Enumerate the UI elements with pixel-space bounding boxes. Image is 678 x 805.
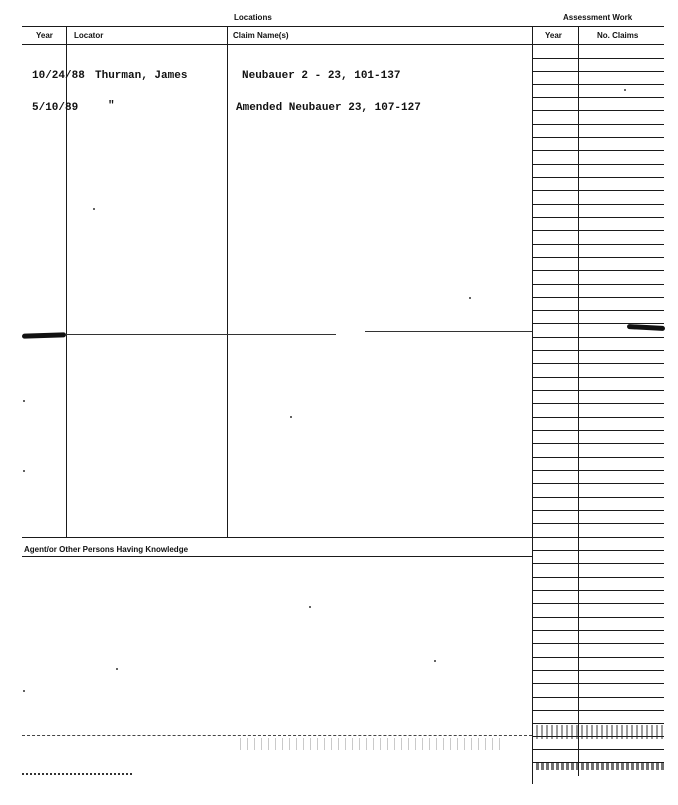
aw-row-line [532, 457, 664, 458]
aw-row-line [532, 603, 664, 604]
aw-row-line [532, 417, 664, 418]
entry-2-date: 5/10/89 [32, 102, 79, 114]
aw-row-line [532, 84, 664, 85]
agents-top-rule [22, 537, 532, 538]
entry-1-locator: Thurman, James [95, 70, 188, 82]
bottom-left-scan-noise [22, 773, 132, 775]
bottom-faded-rule [22, 735, 532, 736]
fold-line-right [365, 331, 532, 332]
assessment-year-column-header: Year [545, 31, 562, 40]
aw-row-line [532, 350, 664, 351]
header-top-rule [22, 26, 664, 27]
aw-row-line [532, 550, 664, 551]
aw-row-line [532, 217, 664, 218]
aw-row-line [532, 617, 664, 618]
scan-speck [23, 400, 25, 402]
aw-row-line [532, 284, 664, 285]
aw-row-line [532, 97, 664, 98]
scan-speck [23, 470, 25, 472]
aw-row-line [532, 323, 664, 324]
left-scan-mark [22, 332, 66, 339]
aw-row-line [532, 697, 664, 698]
assessment-year-claims-divider [578, 26, 579, 776]
aw-row-line [532, 257, 664, 258]
aw-row-line [532, 430, 664, 431]
agents-section-label: Agent/or Other Persons Having Knowledge [24, 545, 189, 554]
aw-row-line [532, 270, 664, 271]
aw-row-line [532, 297, 664, 298]
aw-row-line [532, 58, 664, 59]
aw-row-line [532, 177, 664, 178]
aw-row-line [532, 670, 664, 671]
entry-2-locator: " [108, 100, 115, 112]
aw-row-line [532, 71, 664, 72]
locator-claims-divider [227, 26, 228, 537]
aw-row-line [532, 137, 664, 138]
scan-speck [469, 297, 471, 299]
aw-row-line [532, 497, 664, 498]
aw-row-line [532, 563, 664, 564]
scan-speck [116, 668, 118, 670]
year-column-header: Year [36, 31, 53, 40]
aw-row-line [532, 190, 664, 191]
aw-row-line [532, 590, 664, 591]
locations-header: Locations [234, 13, 272, 22]
scan-speck [93, 208, 95, 210]
scan-speck [434, 660, 436, 662]
bottom-center-scan-noise [240, 738, 500, 750]
fold-line-left [66, 334, 336, 335]
bottom-right-scan-noise [536, 725, 664, 739]
aw-row-line [532, 630, 664, 631]
aw-row-line [532, 749, 664, 750]
aw-row-line [532, 577, 664, 578]
aw-row-line [532, 523, 664, 524]
right-scan-mark [627, 324, 665, 331]
scan-speck [23, 690, 25, 692]
aw-row-line [532, 683, 664, 684]
entry-2-claims: Amended Neubauer 23, 107-127 [236, 102, 421, 114]
scan-speck [624, 89, 626, 91]
entry-1-claims: Neubauer 2 - 23, 101-137 [242, 70, 401, 82]
aw-row-line [532, 483, 664, 484]
aw-row-line [532, 390, 664, 391]
aw-row-line [532, 310, 664, 311]
aw-row-line [532, 110, 664, 111]
aw-row-line [532, 164, 664, 165]
aw-row-line [532, 510, 664, 511]
aw-row-line [532, 230, 664, 231]
agents-header-bottom-rule [22, 556, 532, 557]
aw-row-line [532, 337, 664, 338]
assessment-claims-column-header: No. Claims [597, 31, 639, 40]
scan-speck [290, 416, 292, 418]
aw-row-line [532, 443, 664, 444]
aw-row-line [532, 470, 664, 471]
assessment-work-header: Assessment Work [563, 13, 633, 22]
bottom-right-scan-band [536, 762, 664, 770]
aw-row-line [532, 244, 664, 245]
aw-row-line [532, 204, 664, 205]
claim-names-column-header: Claim Name(s) [233, 31, 289, 40]
aw-row-line [532, 377, 664, 378]
locator-column-header: Locator [74, 31, 104, 40]
aw-row-line [532, 657, 664, 658]
aw-row-line [532, 124, 664, 125]
aw-row-line [532, 150, 664, 151]
aw-row-line [532, 710, 664, 711]
aw-row-line [532, 403, 664, 404]
entry-1-date: 10/24/88 [32, 70, 85, 82]
aw-row-line [532, 537, 664, 538]
scan-speck [309, 606, 311, 608]
aw-row-line [532, 643, 664, 644]
aw-row-line [532, 723, 664, 724]
aw-row-line [532, 363, 664, 364]
column-header-bottom-rule [22, 44, 664, 45]
